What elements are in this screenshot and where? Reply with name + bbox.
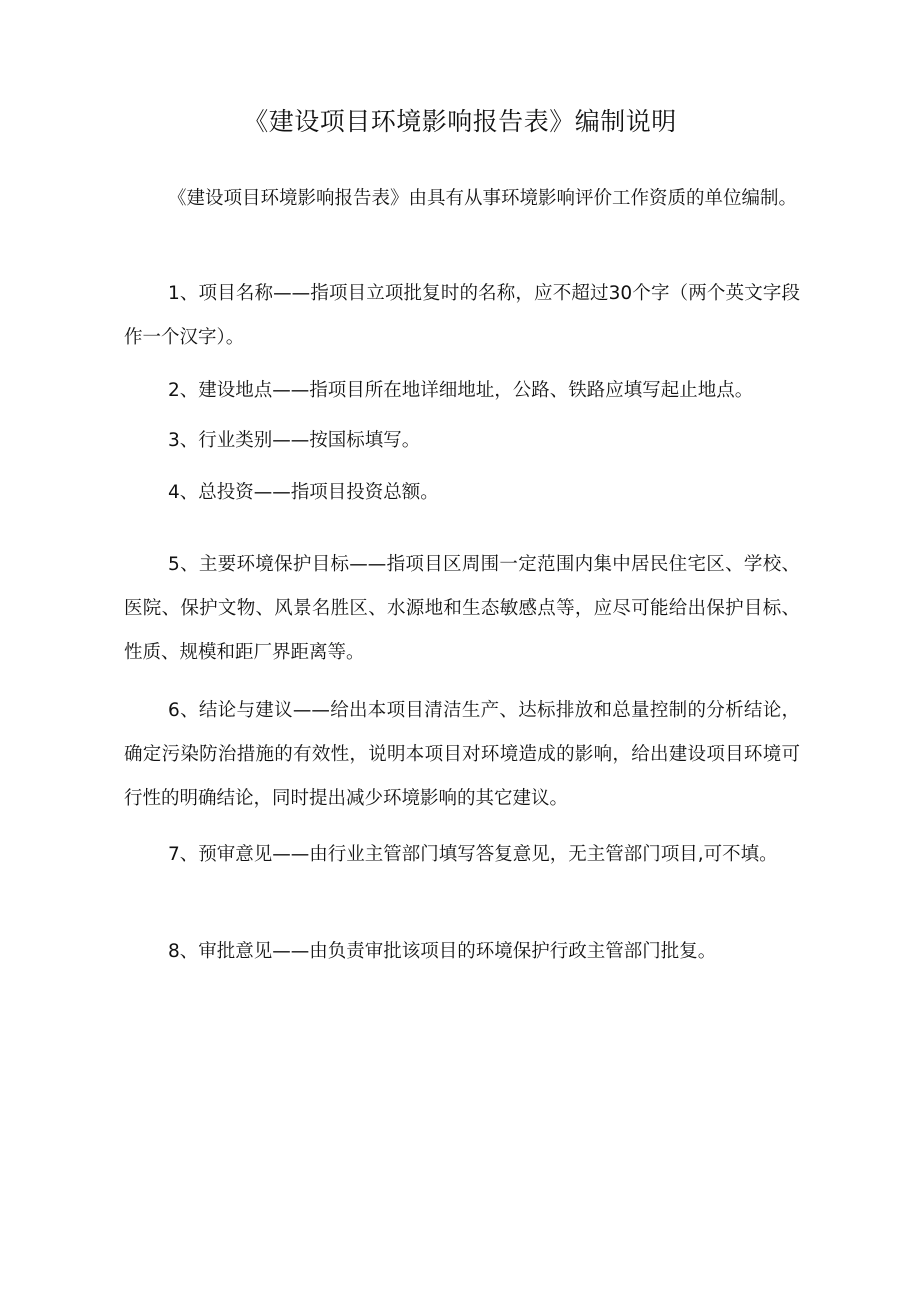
paragraph-construction-location: 2、建设地点——指项目所在地详细地址，公路、铁路应填写起止地点。 <box>168 380 754 401</box>
paragraph-intro: 《建设项目环境影响报告表》由具有从事环境影响评价工作资质的单位编制。 <box>168 188 798 209</box>
document-title: 《建设项目环境影响报告表》编制说明 <box>243 107 677 136</box>
paragraph-industry-category: 3、行业类别——按国标填写。 <box>168 430 421 451</box>
paragraph-approval-opinion: 8、审批意见——由负责审批该项目的环境保护行政主管部门批复。 <box>168 941 717 962</box>
paragraph-pre-review-opinion: 7、预审意见——由行业主管部门填写答复意见，无主管部门项目,可不填。 <box>168 844 778 865</box>
paragraph-protection-targets: 5、主要环境保护目标——指项目区周围一定范围内集中居民住宅区、学校、医院、保护文物、风景名胜区、水源地和生态敏感点等，应尽可能给出保护目标、性质、规模和距厂界距离等。 <box>124 554 800 663</box>
paragraph-project-name: 1、项目名称——指项目立项批复时的名称，应不超过30个字（两个英文字段作一个汉字）。 <box>124 283 800 348</box>
paragraph-total-investment: 4、总投资——指项目投资总额。 <box>168 482 439 503</box>
paragraph-conclusions: 6、结论与建议——给出本项目清洁生产、达标排放和总量控制的分析结论，确定污染防治措施的有效性，说明本项目对环境造成的影响，给出建设项目环境可行性的明确结论，同时提出减少环境影响的其它建议。 <box>124 700 800 809</box>
